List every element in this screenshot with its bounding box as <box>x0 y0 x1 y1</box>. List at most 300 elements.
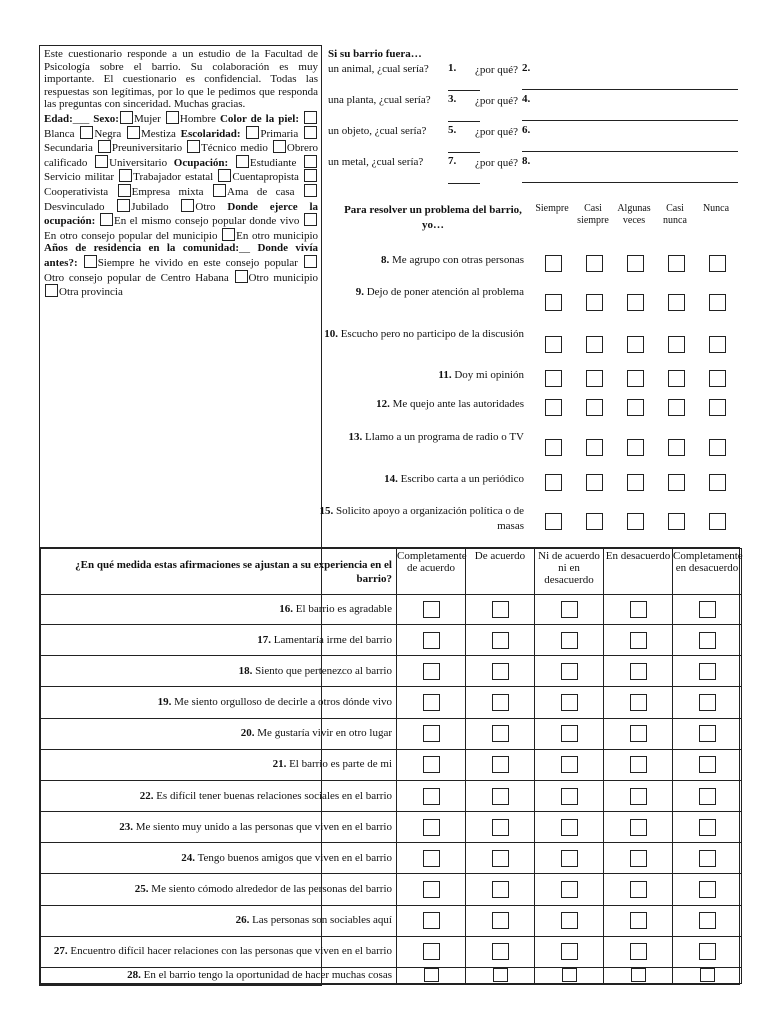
agreement-cell <box>604 874 673 905</box>
agreement-checkbox[interactable] <box>423 725 440 742</box>
agreement-cell <box>604 687 673 718</box>
checkbox-blanca[interactable] <box>304 111 317 124</box>
table-row <box>41 749 742 780</box>
agreement-checkbox[interactable] <box>492 850 509 867</box>
agreement-cell <box>397 718 466 749</box>
barrio-row <box>328 124 738 154</box>
frequency-checkbox[interactable] <box>545 399 562 416</box>
agreement-cell <box>397 967 466 983</box>
option-trabajador-estatal: Trabajador estatal <box>133 171 214 184</box>
agreement-cell <box>397 625 466 656</box>
agreement-checkbox[interactable] <box>699 881 716 898</box>
checkbox-desvinculado[interactable] <box>304 184 317 197</box>
frequency-item-label <box>318 285 524 300</box>
option-otra-provincia: Otra provincia <box>59 286 123 299</box>
option-servicio-militar: Servicio militar <box>44 171 115 184</box>
checkbox-otro-municipio[interactable] <box>222 228 235 241</box>
item-text: Lamentaría irme del barrio <box>273 633 392 646</box>
frequency-row <box>318 327 740 361</box>
agreement-checkbox[interactable] <box>700 968 715 982</box>
frequency-checkbox[interactable] <box>545 513 562 530</box>
item-text: Me siento muy unido a las personas que viven en el barrio <box>135 820 392 833</box>
frequency-checkbox[interactable] <box>709 370 726 387</box>
agreement-checkbox[interactable] <box>630 756 647 773</box>
agreement-checkbox[interactable] <box>699 601 716 618</box>
barrio-title: Si su barrio fuera… <box>328 48 422 60</box>
agreement-checkbox[interactable] <box>561 819 578 836</box>
frequency-checkbox[interactable] <box>668 294 685 311</box>
agreement-cell <box>535 905 604 936</box>
answer-number: 7. <box>448 155 457 167</box>
item-text: Me siento cómodo alrededor de las personas del barrio <box>151 882 392 895</box>
agreement-checkbox[interactable] <box>492 819 509 836</box>
checkbox-empresa-mixta[interactable] <box>118 184 131 197</box>
checkbox-trabajador-estatal[interactable] <box>119 169 132 182</box>
agreement-checkbox[interactable] <box>630 881 647 898</box>
agreement-checkbox[interactable] <box>561 788 578 805</box>
frequency-checkbox[interactable] <box>668 336 685 353</box>
frequency-checkbox[interactable] <box>545 294 562 311</box>
agreement-checkbox[interactable] <box>631 968 646 982</box>
por-que-label: ¿por qué? <box>475 126 519 138</box>
item-number: 23. <box>119 820 133 833</box>
frequency-checkbox[interactable] <box>668 474 685 491</box>
item-text: Me gustaría vivir en otro lugar <box>257 727 392 740</box>
frequency-item-label <box>318 327 524 342</box>
agreement-checkbox[interactable] <box>561 725 578 742</box>
answer-line[interactable] <box>448 90 480 91</box>
agreement-cell <box>535 595 604 625</box>
agreement-checkbox[interactable] <box>699 725 716 742</box>
agreement-item-label <box>41 687 397 718</box>
item-text: Encuentro difícil hacer relaciones con las personas que viven en el barrio <box>70 945 392 958</box>
agreement-cell <box>397 812 466 843</box>
checkbox-hombre[interactable] <box>166 111 179 124</box>
agreement-rows <box>41 595 742 984</box>
agreement-item-label <box>41 905 397 936</box>
option-otro-consejo: En otro consejo popular del municipio <box>44 229 218 242</box>
checkbox-universitario[interactable] <box>95 155 108 168</box>
agreement-checkbox[interactable] <box>699 632 716 649</box>
agreement-checkbox[interactable] <box>492 601 509 618</box>
agreement-item-label <box>41 780 397 811</box>
agreement-cell <box>604 780 673 811</box>
agreement-checkbox[interactable] <box>423 943 440 960</box>
frequency-checkbox[interactable] <box>668 513 685 530</box>
agreement-checkbox[interactable] <box>561 663 578 680</box>
agreement-checkbox[interactable] <box>630 632 647 649</box>
frequency-item-label <box>318 253 524 268</box>
table-row <box>41 967 742 983</box>
frequency-checkbox[interactable] <box>627 294 644 311</box>
answer-number: 5. <box>448 124 457 136</box>
option-otro-consejo-ch: Otro consejo popular de Centro Habana <box>44 271 229 284</box>
agreement-cell <box>466 874 535 905</box>
option-cooperativista: Cooperativista <box>44 185 109 198</box>
table-row <box>41 874 742 905</box>
option-blanca: Blanca <box>44 127 75 140</box>
agreement-checkbox[interactable] <box>492 912 509 929</box>
option-mestiza: Mestiza <box>141 127 176 140</box>
item-number: 20. <box>240 727 255 740</box>
item-text: Doy mi opinión <box>454 369 524 381</box>
agreement-checkbox[interactable] <box>423 756 440 773</box>
agreement-checkbox[interactable] <box>699 819 716 836</box>
option-mismo-consejo: En el mismo consejo popular donde vivo <box>113 215 300 228</box>
agreement-item-label <box>41 625 397 656</box>
agreement-checkbox[interactable] <box>561 850 578 867</box>
agreement-checkbox[interactable] <box>561 756 578 773</box>
barrio-row <box>328 93 738 123</box>
ocupacion-label: Ocupación: <box>173 156 229 169</box>
agreement-checkbox[interactable] <box>699 756 716 773</box>
checkbox-tecnico-medio[interactable] <box>187 140 200 153</box>
answer-line[interactable] <box>448 121 480 122</box>
item-number: 9. <box>355 286 364 298</box>
agreement-checkbox[interactable] <box>492 943 509 960</box>
frequency-checkbox[interactable] <box>627 336 644 353</box>
option-mujer: Mujer <box>133 112 161 125</box>
agreement-checkbox[interactable] <box>492 694 509 711</box>
agreement-checkbox[interactable] <box>423 632 440 649</box>
option-empresa-mixta: Empresa mixta <box>131 185 204 198</box>
item-number: 19. <box>157 696 172 709</box>
option-obrero: Obrero calificado <box>44 142 319 169</box>
frequency-checkbox[interactable] <box>586 399 603 416</box>
agreement-checkbox[interactable] <box>492 881 509 898</box>
agreement-cell <box>673 905 742 936</box>
agreement-cell <box>673 936 742 967</box>
agreement-cell <box>397 843 466 874</box>
checkbox-jubilado[interactable] <box>117 199 130 212</box>
por-que-label: ¿por qué? <box>475 95 519 107</box>
frequency-checkbox[interactable] <box>586 439 603 456</box>
frequency-checkbox[interactable] <box>709 513 726 530</box>
agreement-checkbox[interactable] <box>562 968 577 982</box>
answer-line[interactable] <box>448 152 480 153</box>
table-row <box>41 687 742 718</box>
answer-number: 8. <box>522 155 531 167</box>
option-otro: Otro <box>195 200 216 213</box>
agreement-checkbox[interactable] <box>699 663 716 680</box>
demographics-fields <box>44 111 318 299</box>
frequency-checkbox[interactable] <box>627 370 644 387</box>
checkbox-negra[interactable] <box>80 126 93 139</box>
header-nunca: Nunca <box>702 203 730 214</box>
frequency-checkbox[interactable] <box>709 294 726 311</box>
frequency-checkbox[interactable] <box>545 370 562 387</box>
option-negra: Negra <box>94 127 122 140</box>
agreement-checkbox[interactable] <box>423 912 440 929</box>
frequency-checkbox[interactable] <box>709 255 726 272</box>
item-text: Me quejo ante las autoridades <box>392 398 524 410</box>
checkbox-otro[interactable] <box>181 199 194 212</box>
agreement-cell <box>535 874 604 905</box>
agreement-cell <box>535 780 604 811</box>
item-text: Es difícil tener buenas relaciones sociales en el barrio <box>156 789 392 802</box>
agreement-item-label <box>41 718 397 749</box>
agreement-cell <box>535 749 604 780</box>
frequency-checkbox[interactable] <box>668 370 685 387</box>
agreement-checkbox[interactable] <box>561 881 578 898</box>
frequency-checkbox[interactable] <box>709 474 726 491</box>
agreement-checkbox[interactable] <box>561 943 578 960</box>
antes-label: Donde vivía antes?: <box>44 242 318 269</box>
agreement-checkbox[interactable] <box>630 663 647 680</box>
frequency-checkbox[interactable] <box>627 399 644 416</box>
agreement-checkbox[interactable] <box>561 632 578 649</box>
frequency-checkbox[interactable] <box>586 294 603 311</box>
checkbox-secundaria[interactable] <box>304 126 317 139</box>
agreement-cell <box>397 936 466 967</box>
frequency-checkbox[interactable] <box>668 439 685 456</box>
agreement-cell <box>604 936 673 967</box>
frequency-checkbox[interactable] <box>709 439 726 456</box>
agreement-cell <box>673 874 742 905</box>
escolaridad-label: Escolaridad: <box>180 127 241 140</box>
agreement-cell <box>604 718 673 749</box>
agreement-cell <box>397 687 466 718</box>
checkbox-cooperativista[interactable] <box>304 169 317 182</box>
agreement-cell <box>397 874 466 905</box>
agreement-cell <box>535 687 604 718</box>
option-universitario: Universitario <box>109 156 168 169</box>
item-number: 27. <box>53 945 68 958</box>
donde-label: Donde ejerce la ocupación: <box>44 200 318 228</box>
checkbox-antes-otro-municipio[interactable] <box>235 270 248 283</box>
option-ama-de-casa: Ama de casa <box>227 185 295 198</box>
answer-line[interactable] <box>522 89 738 90</box>
agreement-checkbox[interactable] <box>630 601 647 618</box>
header-siempre: Siempre <box>535 203 569 214</box>
agreement-checkbox[interactable] <box>699 850 716 867</box>
color-label: Color de la piel: <box>219 112 300 125</box>
frequency-checkbox[interactable] <box>586 513 603 530</box>
checkbox-ama-de-casa[interactable] <box>213 184 226 197</box>
agreement-checkbox[interactable] <box>423 694 440 711</box>
item-text: Solicito apoyo a organización política o de masas <box>336 505 524 532</box>
frequency-item-label <box>318 472 524 487</box>
agreement-cell <box>673 595 742 625</box>
checkbox-servicio-militar[interactable] <box>304 155 317 168</box>
item-text: Me siento orgulloso de decirle a otros dónde vivo <box>174 696 392 709</box>
frequency-checkbox[interactable] <box>627 439 644 456</box>
checkbox-estudiante[interactable] <box>236 155 249 168</box>
agreement-checkbox[interactable] <box>630 694 647 711</box>
agreement-checkbox[interactable] <box>561 912 578 929</box>
option-preuniversitario: Preuniversitario <box>111 142 183 155</box>
anos-blank[interactable]: __ <box>239 242 251 255</box>
frequency-checkbox[interactable] <box>627 513 644 530</box>
option-siempre-aqui: Siempre he vivido en este consejo popular <box>97 256 298 269</box>
item-text: Las personas son sociables aquí <box>252 914 392 927</box>
checkbox-primaria[interactable] <box>246 126 259 139</box>
header-completamente-acuerdo: Completamente de acuerdo <box>397 549 466 595</box>
answer-number: 3. <box>448 93 457 105</box>
item-text: Tengo buenos amigos que viven en el barrio <box>197 851 392 864</box>
item-number: 13. <box>348 431 363 443</box>
frequency-checkbox[interactable] <box>545 255 562 272</box>
checkbox-mismo-consejo[interactable] <box>100 213 113 226</box>
item-number: 15. <box>319 505 334 517</box>
agreement-checkbox[interactable] <box>423 850 440 867</box>
option-cuentapropista: Cuentapropista <box>232 171 299 184</box>
agreement-cell <box>466 780 535 811</box>
frequency-checkbox[interactable] <box>709 399 726 416</box>
agreement-cell <box>673 656 742 687</box>
agreement-checkbox[interactable] <box>699 943 716 960</box>
item-number: 14. <box>384 473 398 485</box>
checkbox-mujer[interactable] <box>120 111 133 124</box>
agreement-checkbox[interactable] <box>423 819 440 836</box>
agreement-checkbox[interactable] <box>630 819 647 836</box>
agreement-checkbox[interactable] <box>492 632 509 649</box>
agreement-checkbox[interactable] <box>492 725 509 742</box>
answer-number: 2. <box>522 62 531 74</box>
agreement-cell <box>604 843 673 874</box>
table-row <box>41 780 742 811</box>
frequency-checkbox[interactable] <box>627 255 644 272</box>
answer-line[interactable] <box>522 182 738 183</box>
option-antes-otro-municipio: Otro municipio <box>248 271 319 284</box>
agreement-cell <box>673 967 742 983</box>
frequency-checkbox[interactable] <box>668 255 685 272</box>
checkbox-preuniversitario[interactable] <box>98 140 111 153</box>
frequency-checkbox[interactable] <box>586 370 603 387</box>
agreement-question: ¿En qué medida estas afirmaciones se ajustan a su experiencia en el barrio? <box>41 549 397 595</box>
item-text: El barrio es agradable <box>295 603 392 616</box>
agreement-cell <box>535 936 604 967</box>
item-number: 26. <box>235 914 250 927</box>
checkbox-cuentapropista[interactable] <box>218 169 231 182</box>
agreement-cell <box>673 749 742 780</box>
agreement-cell <box>466 936 535 967</box>
edad-blank[interactable]: ___ <box>72 112 90 125</box>
barrio-question: un metal, ¿cual sería? <box>328 156 424 168</box>
agreement-cell <box>397 595 466 625</box>
agreement-item-label <box>41 656 397 687</box>
frequency-checkbox[interactable] <box>545 336 562 353</box>
agreement-cell <box>604 967 673 983</box>
agreement-checkbox[interactable] <box>561 601 578 618</box>
agreement-cell <box>673 687 742 718</box>
agreement-checkbox[interactable] <box>493 968 508 982</box>
agreement-item-label <box>41 749 397 780</box>
frequency-row <box>318 285 740 319</box>
option-hombre: Hombre <box>179 112 216 125</box>
header-casi-nunca: Casi nunca <box>663 203 687 226</box>
agreement-item-label <box>41 936 397 967</box>
item-text: El barrio es parte de mi <box>289 758 392 771</box>
option-otro-municipio: En otro municipio <box>236 229 319 242</box>
agreement-item-label <box>41 812 397 843</box>
agreement-cell <box>535 718 604 749</box>
option-desvinculado: Desvinculado <box>44 200 105 213</box>
frequency-checkbox[interactable] <box>586 336 603 353</box>
checkbox-siempre-aqui[interactable] <box>84 255 97 268</box>
agreement-checkbox[interactable] <box>492 756 509 773</box>
frequency-checkbox[interactable] <box>709 336 726 353</box>
agreement-checkbox[interactable] <box>561 694 578 711</box>
agreement-checkbox[interactable] <box>630 912 647 929</box>
header-casi-siempre: Casi siempre <box>577 203 609 226</box>
agreement-checkbox[interactable] <box>423 788 440 805</box>
answer-line[interactable] <box>522 120 738 121</box>
agreement-checkbox[interactable] <box>630 788 647 805</box>
agreement-cell <box>604 905 673 936</box>
agreement-checkbox[interactable] <box>492 663 509 680</box>
barrio-row <box>328 62 738 92</box>
intro-paragraph: Este cuestionario responde a un estudio de la Facultad de Psicología sobre el barrio. Su colaboración es muy importante. El cuestionario es confidencial. Todas las respuestas son legítimas, por lo que le pedimos que responda las preguntas con sinceridad. Muchas gracias. <box>44 48 318 111</box>
frequency-section <box>318 197 740 537</box>
agreement-cell <box>466 967 535 983</box>
table-row <box>41 905 742 936</box>
frequency-checkbox[interactable] <box>586 255 603 272</box>
frequency-checkbox[interactable] <box>545 474 562 491</box>
checkbox-otra-provincia[interactable] <box>45 284 58 297</box>
option-estudiante: Estudiante <box>249 156 297 169</box>
frequency-checkbox[interactable] <box>668 399 685 416</box>
agreement-checkbox[interactable] <box>424 968 439 982</box>
frequency-checkbox[interactable] <box>627 474 644 491</box>
frequency-item-label <box>318 504 524 534</box>
frequency-row <box>318 430 740 464</box>
frequency-checkbox[interactable] <box>545 439 562 456</box>
agreement-checkbox[interactable] <box>699 694 716 711</box>
frequency-row <box>318 472 740 492</box>
agreement-cell <box>673 718 742 749</box>
agreement-cell <box>466 905 535 936</box>
demographics-block <box>44 48 318 299</box>
agreement-cell <box>466 595 535 625</box>
answer-line[interactable] <box>448 183 480 184</box>
agreement-checkbox[interactable] <box>423 881 440 898</box>
agreement-cell <box>604 812 673 843</box>
item-text: Siento que pertenezco al barrio <box>255 664 392 677</box>
agreement-checkbox[interactable] <box>699 912 716 929</box>
agreement-checkbox[interactable] <box>423 601 440 618</box>
item-number: 10. <box>324 328 338 340</box>
barrio-section <box>328 45 740 190</box>
checkbox-obrero[interactable] <box>273 140 286 153</box>
agreement-cell <box>673 780 742 811</box>
agreement-item-label <box>41 595 397 625</box>
answer-line[interactable] <box>522 151 738 152</box>
header-algunas-veces: Algunas veces <box>617 203 651 226</box>
agreement-cell <box>535 967 604 983</box>
answer-number: 1. <box>448 62 457 74</box>
agreement-checkbox[interactable] <box>423 663 440 680</box>
option-primaria: Primaria <box>260 127 299 140</box>
agreement-cell <box>466 749 535 780</box>
checkbox-mestiza[interactable] <box>127 126 140 139</box>
agreement-checkbox[interactable] <box>699 788 716 805</box>
item-number: 8. <box>381 254 390 266</box>
item-text: Escucho pero no participo de la discusión <box>340 328 524 340</box>
frequency-checkbox[interactable] <box>586 474 603 491</box>
agreement-checkbox[interactable] <box>630 850 647 867</box>
agreement-cell <box>535 812 604 843</box>
checkbox-otro-consejo-ch[interactable] <box>304 255 317 268</box>
checkbox-otro-consejo[interactable] <box>304 213 317 226</box>
agreement-checkbox[interactable] <box>630 943 647 960</box>
header-de-acuerdo: De acuerdo <box>466 549 535 595</box>
agreement-checkbox[interactable] <box>630 725 647 742</box>
item-text: Llamo a un programa de radio o TV <box>365 431 524 443</box>
item-number: 24. <box>181 851 195 864</box>
agreement-cell <box>466 625 535 656</box>
agreement-checkbox[interactable] <box>492 788 509 805</box>
